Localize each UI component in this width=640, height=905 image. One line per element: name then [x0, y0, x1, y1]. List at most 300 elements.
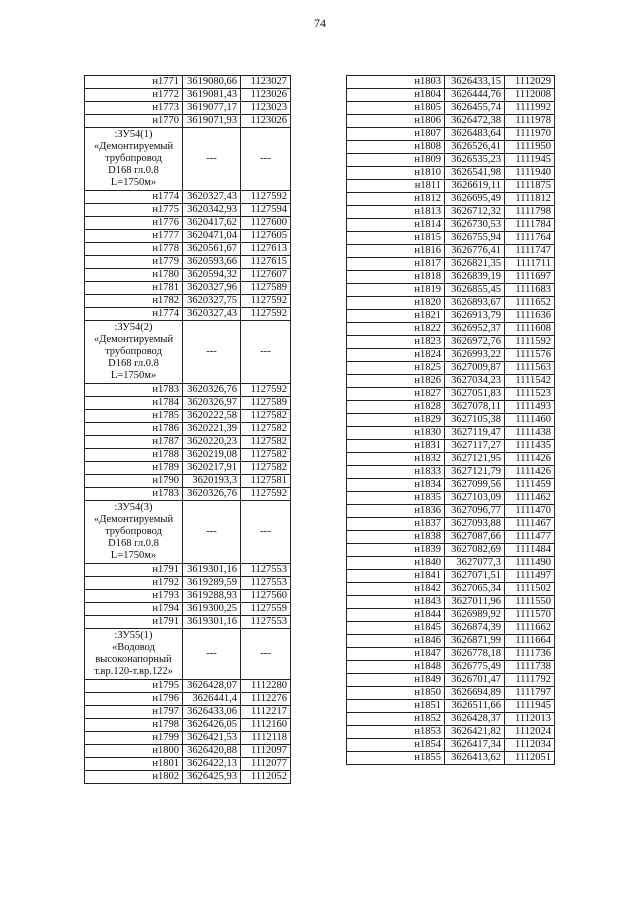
- table-row: [347, 271, 555, 284]
- x-coordinate-cell: 3619288,93: [183, 590, 241, 603]
- x-coordinate-cell: 3620219,08: [183, 449, 241, 462]
- section-title-line: :ЗУ54(1): [114, 129, 153, 140]
- section-title-line: трубопровод: [105, 346, 162, 357]
- y-coordinate-cell: 1127589: [241, 397, 291, 410]
- point-id-cell: н1805: [347, 102, 445, 115]
- point-id-cell: н1838: [347, 531, 445, 544]
- point-id-cell: н1799: [85, 732, 183, 745]
- table-row: [347, 544, 555, 557]
- table-row: [85, 590, 291, 603]
- x-coordinate-cell: 3619081,43: [183, 89, 241, 102]
- y-coordinate-cell: 1123027: [241, 76, 291, 89]
- y-coordinate-cell: 1127592: [241, 488, 291, 501]
- point-id-cell: н1850: [347, 687, 445, 700]
- x-coordinate-cell: 3620594,32: [183, 269, 241, 282]
- point-id-cell: н1842: [347, 583, 445, 596]
- y-coordinate-cell: 1112029: [505, 76, 555, 89]
- y-coordinate-cell: 1111683: [505, 284, 555, 297]
- y-coordinate-cell: 1112276: [241, 693, 291, 706]
- table-row: [85, 745, 291, 758]
- point-id-cell: н1783: [85, 488, 183, 501]
- y-coordinate-cell: 1111462: [505, 492, 555, 505]
- empty-value-cell: ---: [183, 128, 241, 191]
- table-row: [347, 713, 555, 726]
- table-row: [347, 336, 555, 349]
- y-coordinate-cell: 1127582: [241, 410, 291, 423]
- table-row: [347, 453, 555, 466]
- y-coordinate-cell: 1111784: [505, 219, 555, 232]
- table-row: [347, 115, 555, 128]
- x-coordinate-cell: 3627034,23: [445, 375, 505, 388]
- point-id-cell: н1808: [347, 141, 445, 154]
- empty-value-cell: ---: [183, 321, 241, 384]
- point-id-cell: н1814: [347, 219, 445, 232]
- x-coordinate-cell: 3626535,23: [445, 154, 505, 167]
- table-row: [85, 449, 291, 462]
- y-coordinate-cell: 1127605: [241, 230, 291, 243]
- table-row: [347, 492, 555, 505]
- point-id-cell: н1854: [347, 739, 445, 752]
- table-row: [85, 269, 291, 282]
- point-id-cell: н1807: [347, 128, 445, 141]
- x-coordinate-cell: 3627096,77: [445, 505, 505, 518]
- point-id-cell: н1779: [85, 256, 183, 269]
- point-id-cell: н1848: [347, 661, 445, 674]
- y-coordinate-cell: 1127607: [241, 269, 291, 282]
- table-row: [347, 193, 555, 206]
- x-coordinate-cell: 3626433,15: [445, 76, 505, 89]
- point-id-cell: н1775: [85, 204, 183, 217]
- x-coordinate-cell: 3626472,38: [445, 115, 505, 128]
- x-coordinate-cell: 3620327,43: [183, 191, 241, 204]
- table-row: [347, 180, 555, 193]
- x-coordinate-cell: 3626526,41: [445, 141, 505, 154]
- y-coordinate-cell: 1112051: [505, 752, 555, 765]
- x-coordinate-cell: 3627051,83: [445, 388, 505, 401]
- y-coordinate-cell: 1112077: [241, 758, 291, 771]
- section-title-line: L=1750м»: [110, 370, 157, 381]
- x-coordinate-cell: 3626444,76: [445, 89, 505, 102]
- point-id-cell: н1815: [347, 232, 445, 245]
- empty-value-cell: ---: [183, 501, 241, 564]
- y-coordinate-cell: 1111940: [505, 167, 555, 180]
- y-coordinate-cell: 1111738: [505, 661, 555, 674]
- x-coordinate-cell: 3626778,18: [445, 648, 505, 661]
- table-row: [85, 771, 291, 784]
- x-coordinate-cell: 3627117,27: [445, 440, 505, 453]
- section-title-cell: [85, 321, 183, 384]
- table-row: [85, 436, 291, 449]
- x-coordinate-cell: 3620193,3: [183, 475, 241, 488]
- table-row: [347, 258, 555, 271]
- x-coordinate-cell: 3620417,62: [183, 217, 241, 230]
- point-id-cell: н1853: [347, 726, 445, 739]
- table-row: [85, 295, 291, 308]
- table-row: [85, 102, 291, 115]
- table-row: [85, 256, 291, 269]
- table-row: [85, 577, 291, 590]
- table-row: [347, 440, 555, 453]
- section-title-line: «Демонтируемый: [93, 514, 174, 525]
- table-row: [85, 89, 291, 102]
- table-row: [347, 401, 555, 414]
- table-row: [347, 323, 555, 336]
- point-id-cell: н1797: [85, 706, 183, 719]
- section-title-line: «Водовод: [112, 642, 155, 653]
- table-row: [85, 680, 291, 693]
- x-coordinate-cell: 3627011,96: [445, 596, 505, 609]
- table-row: [85, 282, 291, 295]
- x-coordinate-cell: 3626428,07: [183, 680, 241, 693]
- x-coordinate-cell: 3627082,69: [445, 544, 505, 557]
- y-coordinate-cell: 1127613: [241, 243, 291, 256]
- x-coordinate-cell: 3620326,76: [183, 488, 241, 501]
- x-coordinate-cell: 3626695,49: [445, 193, 505, 206]
- point-id-cell: н1851: [347, 700, 445, 713]
- point-id-cell: н1820: [347, 297, 445, 310]
- y-coordinate-cell: 1111797: [505, 687, 555, 700]
- y-coordinate-cell: 1111711: [505, 258, 555, 271]
- point-id-cell: н1806: [347, 115, 445, 128]
- section-title-cell: [85, 128, 183, 191]
- y-coordinate-cell: 1112052: [241, 771, 291, 784]
- empty-value-cell: ---: [241, 128, 291, 191]
- point-id-cell: н1792: [85, 577, 183, 590]
- point-id-cell: н1833: [347, 466, 445, 479]
- point-id-cell: н1834: [347, 479, 445, 492]
- y-coordinate-cell: 1111542: [505, 375, 555, 388]
- x-coordinate-cell: 3626893,67: [445, 297, 505, 310]
- point-id-cell: н1855: [347, 752, 445, 765]
- section-title-line: т.вр.120-т.вр.122»: [94, 666, 173, 677]
- y-coordinate-cell: 1127589: [241, 282, 291, 295]
- point-id-cell: н1839: [347, 544, 445, 557]
- table-row: [347, 674, 555, 687]
- point-id-cell: н1774: [85, 308, 183, 321]
- x-coordinate-cell: 3626541,98: [445, 167, 505, 180]
- y-coordinate-cell: 1111945: [505, 700, 555, 713]
- x-coordinate-cell: 3626776,41: [445, 245, 505, 258]
- y-coordinate-cell: 1111523: [505, 388, 555, 401]
- table-row: [85, 397, 291, 410]
- y-coordinate-cell: 1111592: [505, 336, 555, 349]
- y-coordinate-cell: 1112013: [505, 713, 555, 726]
- point-id-cell: н1816: [347, 245, 445, 258]
- point-id-cell: н1809: [347, 154, 445, 167]
- table-row: [347, 752, 555, 765]
- point-id-cell: н1819: [347, 284, 445, 297]
- point-id-cell: н1829: [347, 414, 445, 427]
- empty-value-cell: ---: [241, 629, 291, 680]
- x-coordinate-cell: 3627065,34: [445, 583, 505, 596]
- x-coordinate-cell: 3626730,53: [445, 219, 505, 232]
- y-coordinate-cell: 1112160: [241, 719, 291, 732]
- table-row: [347, 726, 555, 739]
- point-id-cell: н1794: [85, 603, 183, 616]
- x-coordinate-cell: 3619077,17: [183, 102, 241, 115]
- x-coordinate-cell: 3619300,25: [183, 603, 241, 616]
- section-title-line: :ЗУ55(1): [114, 630, 153, 641]
- point-id-cell: н1784: [85, 397, 183, 410]
- y-coordinate-cell: 1111664: [505, 635, 555, 648]
- x-coordinate-cell: 3626913,79: [445, 310, 505, 323]
- section-title-line: «Демонтируемый: [93, 141, 174, 152]
- x-coordinate-cell: 3619289,59: [183, 577, 241, 590]
- x-coordinate-cell: 3626694,89: [445, 687, 505, 700]
- x-coordinate-cell: 3626993,22: [445, 349, 505, 362]
- table-row: [85, 76, 291, 89]
- table-row: [85, 308, 291, 321]
- table-row: [347, 557, 555, 570]
- table-row: [85, 488, 291, 501]
- x-coordinate-cell: 3620593,66: [183, 256, 241, 269]
- point-id-cell: н1844: [347, 609, 445, 622]
- y-coordinate-cell: 1127553: [241, 616, 291, 629]
- point-id-cell: н1818: [347, 271, 445, 284]
- y-coordinate-cell: 1111662: [505, 622, 555, 635]
- empty-value-cell: ---: [241, 501, 291, 564]
- y-coordinate-cell: 1123026: [241, 89, 291, 102]
- table-row: [347, 154, 555, 167]
- section-title-line: D168 гл.0.8: [108, 358, 159, 369]
- x-coordinate-cell: 3627103,09: [445, 492, 505, 505]
- point-id-cell: н1778: [85, 243, 183, 256]
- x-coordinate-cell: 3626433,06: [183, 706, 241, 719]
- section-title-line: L=1750м»: [110, 550, 157, 561]
- x-coordinate-cell: 3620222,58: [183, 410, 241, 423]
- point-id-cell: н1800: [85, 745, 183, 758]
- x-coordinate-cell: 3620217,91: [183, 462, 241, 475]
- table-row: [347, 622, 555, 635]
- y-coordinate-cell: 1111992: [505, 102, 555, 115]
- x-coordinate-cell: 3626425,93: [183, 771, 241, 784]
- y-coordinate-cell: 1111970: [505, 128, 555, 141]
- x-coordinate-cell: 3620327,75: [183, 295, 241, 308]
- section-title-line: «Демонтируемый: [93, 334, 174, 345]
- x-coordinate-cell: 3627087,66: [445, 531, 505, 544]
- x-coordinate-cell: 3627119,47: [445, 427, 505, 440]
- x-coordinate-cell: 3626989,92: [445, 609, 505, 622]
- table-row: [347, 284, 555, 297]
- section-header-row: [85, 128, 291, 191]
- x-coordinate-cell: 3620326,76: [183, 384, 241, 397]
- table-row: [347, 687, 555, 700]
- x-coordinate-cell: 3627077,3: [445, 557, 505, 570]
- y-coordinate-cell: 1111875: [505, 180, 555, 193]
- point-id-cell: н1823: [347, 336, 445, 349]
- y-coordinate-cell: 1111747: [505, 245, 555, 258]
- y-coordinate-cell: 1112217: [241, 706, 291, 719]
- table-row: [347, 206, 555, 219]
- x-coordinate-cell: 3627009,87: [445, 362, 505, 375]
- y-coordinate-cell: 1112024: [505, 726, 555, 739]
- point-id-cell: н1840: [347, 557, 445, 570]
- empty-value-cell: ---: [241, 321, 291, 384]
- point-id-cell: н1774: [85, 191, 183, 204]
- table-row: [347, 570, 555, 583]
- y-coordinate-cell: 1111792: [505, 674, 555, 687]
- point-id-cell: н1849: [347, 674, 445, 687]
- point-id-cell: н1790: [85, 475, 183, 488]
- table-row: [347, 89, 555, 102]
- x-coordinate-cell: 3626755,94: [445, 232, 505, 245]
- y-coordinate-cell: 1111459: [505, 479, 555, 492]
- y-coordinate-cell: 1111636: [505, 310, 555, 323]
- x-coordinate-cell: 3619301,16: [183, 564, 241, 577]
- point-id-cell: н1827: [347, 388, 445, 401]
- y-coordinate-cell: 1111764: [505, 232, 555, 245]
- page-number: 74: [314, 16, 326, 30]
- point-id-cell: н1781: [85, 282, 183, 295]
- section-title-line: трубопровод: [105, 526, 162, 537]
- table-row: [85, 423, 291, 436]
- x-coordinate-cell: 3626821,35: [445, 258, 505, 271]
- table-row: [85, 616, 291, 629]
- section-title-line: высоконапорный: [95, 654, 172, 665]
- x-coordinate-cell: 3626839,19: [445, 271, 505, 284]
- x-coordinate-cell: 3626426,05: [183, 719, 241, 732]
- table-row: [347, 232, 555, 245]
- table-row: [347, 297, 555, 310]
- y-coordinate-cell: 1111812: [505, 193, 555, 206]
- section-title-line: D168 гл.0.8: [108, 538, 159, 549]
- table-row: [85, 230, 291, 243]
- point-id-cell: н1841: [347, 570, 445, 583]
- x-coordinate-cell: 3626413,62: [445, 752, 505, 765]
- table-row: [85, 719, 291, 732]
- x-coordinate-cell: 3626972,76: [445, 336, 505, 349]
- y-coordinate-cell: 1111467: [505, 518, 555, 531]
- point-id-cell: н1798: [85, 719, 183, 732]
- y-coordinate-cell: 1111470: [505, 505, 555, 518]
- table-row: [85, 758, 291, 771]
- table-row: [85, 384, 291, 397]
- y-coordinate-cell: 1127592: [241, 295, 291, 308]
- y-coordinate-cell: 1111550: [505, 596, 555, 609]
- y-coordinate-cell: 1127615: [241, 256, 291, 269]
- y-coordinate-cell: 1127600: [241, 217, 291, 230]
- table-row: [347, 700, 555, 713]
- x-coordinate-cell: 3627099,56: [445, 479, 505, 492]
- y-coordinate-cell: 1127582: [241, 436, 291, 449]
- point-id-cell: н1832: [347, 453, 445, 466]
- point-id-cell: н1812: [347, 193, 445, 206]
- section-title-line: D168 гл.0.8: [108, 165, 159, 176]
- table-row: [347, 375, 555, 388]
- section-title-cell: [85, 501, 183, 564]
- point-id-cell: н1835: [347, 492, 445, 505]
- y-coordinate-cell: 1112118: [241, 732, 291, 745]
- x-coordinate-cell: 3626701,47: [445, 674, 505, 687]
- y-coordinate-cell: 1112280: [241, 680, 291, 693]
- y-coordinate-cell: 1127592: [241, 308, 291, 321]
- x-coordinate-cell: 3626441,4: [183, 693, 241, 706]
- point-id-cell: н1796: [85, 693, 183, 706]
- section-header-row: [85, 321, 291, 384]
- table-row: [85, 706, 291, 719]
- table-row: [85, 410, 291, 423]
- y-coordinate-cell: 1111576: [505, 349, 555, 362]
- table-row: [347, 466, 555, 479]
- x-coordinate-cell: 3619071,93: [183, 115, 241, 128]
- y-coordinate-cell: 1127592: [241, 384, 291, 397]
- y-coordinate-cell: 1111497: [505, 570, 555, 583]
- point-id-cell: н1804: [347, 89, 445, 102]
- x-coordinate-cell: 3626421,53: [183, 732, 241, 745]
- x-coordinate-cell: 3626712,32: [445, 206, 505, 219]
- table-row: [347, 596, 555, 609]
- section-title-line: трубопровод: [105, 153, 162, 164]
- point-id-cell: н1836: [347, 505, 445, 518]
- y-coordinate-cell: 1111608: [505, 323, 555, 336]
- x-coordinate-cell: 3620327,43: [183, 308, 241, 321]
- table-row: [85, 462, 291, 475]
- point-id-cell: н1782: [85, 295, 183, 308]
- y-coordinate-cell: 1111438: [505, 427, 555, 440]
- point-id-cell: н1787: [85, 436, 183, 449]
- table-row: [347, 128, 555, 141]
- table-row: [347, 362, 555, 375]
- section-title-line: :ЗУ54(3): [114, 502, 153, 513]
- y-coordinate-cell: 1111978: [505, 115, 555, 128]
- table-row: [85, 217, 291, 230]
- x-coordinate-cell: 3627093,88: [445, 518, 505, 531]
- x-coordinate-cell: 3620221,39: [183, 423, 241, 436]
- table-row: [347, 310, 555, 323]
- y-coordinate-cell: 1111477: [505, 531, 555, 544]
- y-coordinate-cell: 1112097: [241, 745, 291, 758]
- point-id-cell: н1793: [85, 590, 183, 603]
- y-coordinate-cell: 1111426: [505, 453, 555, 466]
- point-id-cell: н1824: [347, 349, 445, 362]
- point-id-cell: н1791: [85, 564, 183, 577]
- coordinates-table-right: [346, 75, 555, 765]
- y-coordinate-cell: 1111502: [505, 583, 555, 596]
- x-coordinate-cell: 3626855,45: [445, 284, 505, 297]
- point-id-cell: н1785: [85, 410, 183, 423]
- point-id-cell: н1813: [347, 206, 445, 219]
- section-header-row: [85, 501, 291, 564]
- point-id-cell: н1837: [347, 518, 445, 531]
- x-coordinate-cell: 3627121,95: [445, 453, 505, 466]
- point-id-cell: н1825: [347, 362, 445, 375]
- table-row: [347, 661, 555, 674]
- point-id-cell: н1811: [347, 180, 445, 193]
- table-row: [347, 414, 555, 427]
- empty-value-cell: ---: [183, 629, 241, 680]
- x-coordinate-cell: 3619301,16: [183, 616, 241, 629]
- y-coordinate-cell: 1111950: [505, 141, 555, 154]
- table-row: [347, 609, 555, 622]
- x-coordinate-cell: 3626871,99: [445, 635, 505, 648]
- table-row: [347, 518, 555, 531]
- y-coordinate-cell: 1111736: [505, 648, 555, 661]
- y-coordinate-cell: 1127553: [241, 577, 291, 590]
- section-title-line: L=1750м»: [110, 177, 157, 188]
- table-row: [347, 479, 555, 492]
- table-row: [347, 427, 555, 440]
- y-coordinate-cell: 1111570: [505, 609, 555, 622]
- point-id-cell: н1770: [85, 115, 183, 128]
- x-coordinate-cell: 3626417,34: [445, 739, 505, 752]
- y-coordinate-cell: 1111697: [505, 271, 555, 284]
- table-row: [347, 648, 555, 661]
- x-coordinate-cell: 3620327,96: [183, 282, 241, 295]
- point-id-cell: н1845: [347, 622, 445, 635]
- table-row: [85, 603, 291, 616]
- x-coordinate-cell: 3626952,37: [445, 323, 505, 336]
- y-coordinate-cell: 1111563: [505, 362, 555, 375]
